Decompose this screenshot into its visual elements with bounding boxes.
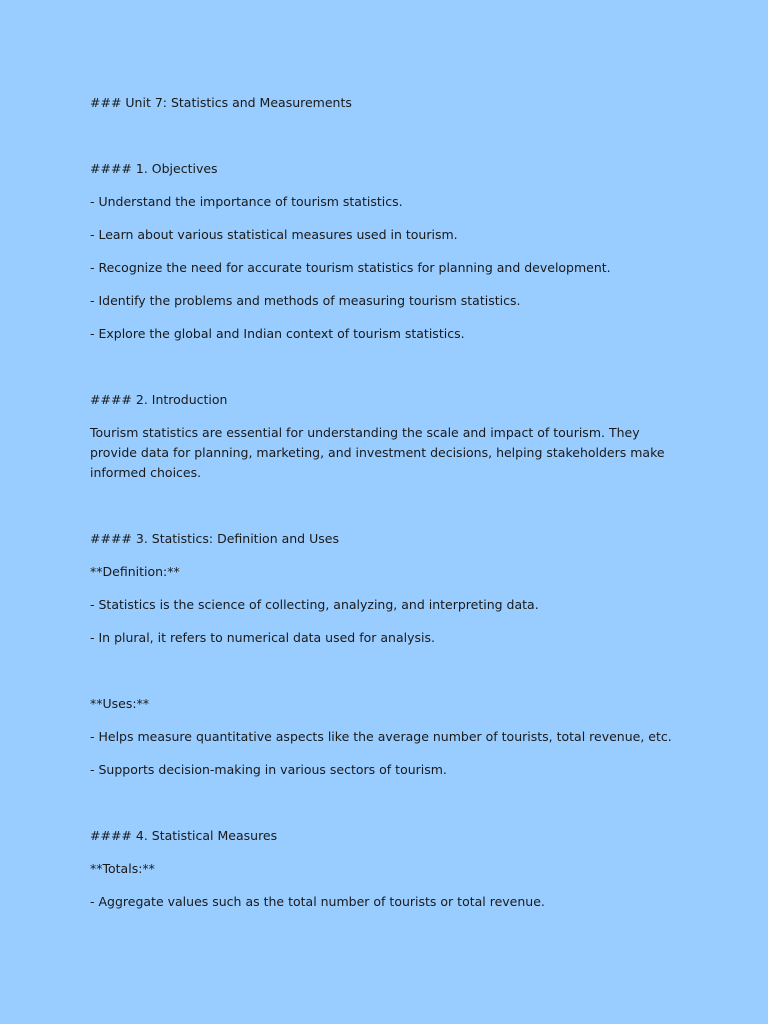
definition-label: **Definition:** [90,564,180,579]
totals-label: **Totals:** [90,861,155,876]
measures-heading: #### 4. Statistical Measures [90,828,278,843]
objectives-heading: #### 1. Objectives [90,161,218,176]
uses-label: **Uses:** [90,696,150,711]
objective-item: - Learn about various statistical measures used in tourism. [90,227,458,242]
definition-item: - Statistics is the science of collecting, analyzing, and interpreting data. [90,597,539,612]
objective-item: - Identify the problems and methods of measuring tourism statistics. [90,293,521,308]
unit-title: ### Unit 7: Statistics and Measurements [90,95,352,110]
definition-heading: #### 3. Statistics: Definition and Uses [90,531,339,546]
objective-item: - Understand the importance of tourism statistics. [90,194,403,209]
introduction-body: Tourism statistics are essential for understanding the scale and impact of tourism. They provide data for planning, marketing, and investment decisions, helping stakeholders make informed choices. [90,425,665,480]
definition-item: - In plural, it refers to numerical data used for analysis. [90,630,435,645]
totals-item: - Aggregate values such as the total number of tourists or total revenue. [90,894,545,909]
uses-item: - Supports decision-making in various sectors of tourism. [90,762,447,777]
document-content [90,93,690,912]
objective-item: - Recognize the need for accurate tourism statistics for planning and development. [90,260,611,275]
uses-item: - Helps measure quantitative aspects like the average number of tourists, total revenue, etc. [90,729,672,744]
objective-item: - Explore the global and Indian context of tourism statistics. [90,326,465,341]
introduction-heading: #### 2. Introduction [90,392,228,407]
